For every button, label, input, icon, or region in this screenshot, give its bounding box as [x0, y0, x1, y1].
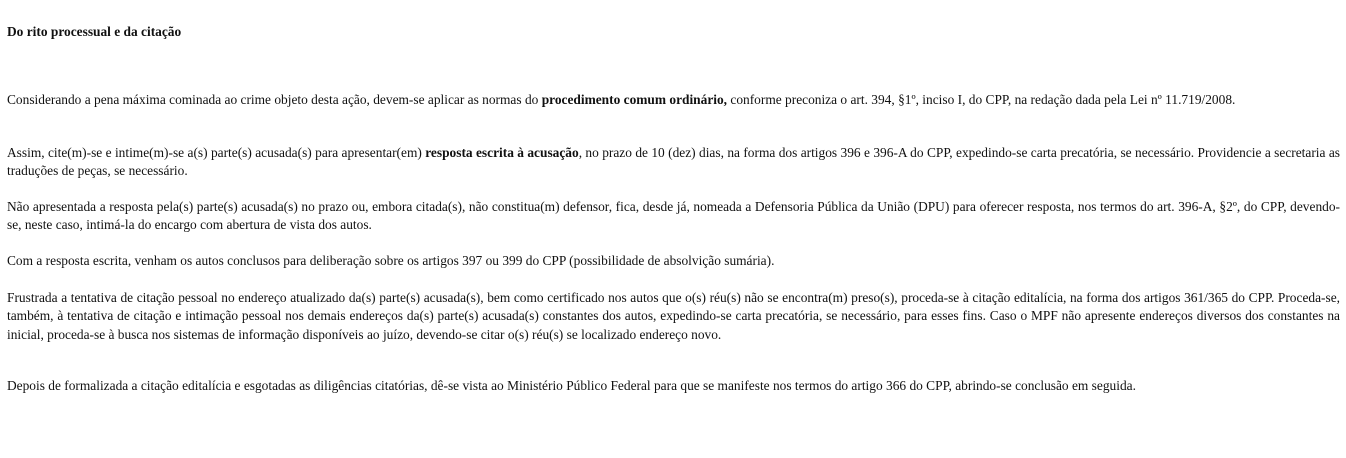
bold-term-procedimento-comum: procedimento comum ordinário, — [541, 92, 728, 107]
paragraph-dpu: Não apresentada a resposta pela(s) parte(s) acusada(s) no prazo ou, embora citada(s), não constitua(m) defensor, fica, desde já, nomeada a Defensoria Pública da União (DPU) para oferecer resposta, nos termos do art. 396-A, §2º, do CPP, devendo-se, neste caso, intimá-la do encargo com abertura de vista dos autos. — [7, 199, 1340, 233]
paragraph-mpf-vista: Depois de formalizada a citação editalícia e esgotadas as diligências citatórias, dê-se vista ao Ministério Público Federal para que se manifeste nos termos do artigo 366 do CPP, abrindo-se conclusão em seguida. — [7, 378, 1136, 393]
paragraph-text: Considerando a pena máxima cominada ao crime objeto desta ação, devem-se aplicar as normas do — [7, 92, 542, 107]
paragraph-text: Assim, cite(m)-se e intime(m)-se a(s) parte(s) acusada(s) para apresentar(em) — [7, 145, 426, 160]
bold-term-resposta-escrita: resposta escrita à acusação — [425, 145, 579, 160]
paragraph-text: , no prazo de 10 (dez) dias, na forma dos artigos 396 e 396-A do CPP, expedindo-se carta precatória, se necessário. Providencie a secretaria as traduções de peças, se necessário. — [7, 145, 1340, 179]
paragraph-edital-citation: Frustrada a tentativa de citação pessoal no endereço atualizado da(s) parte(s) acusada(s), bem como certificado nos autos que o(s) réu(s) não se encontra(m) preso(s), proceda-se à citação editalícia, na forma dos artigos 361/365 do CPP. Proceda-se, também, à tentativa de citação e intimação pessoal nos demais endereços da(s) parte(s) acusada(s) constantes dos autos, expedindo-se carta precatória, se necessário, para esses fins. Caso o MPF não apresente endereços diversos dos constantes na inicial, proceda-se à busca nos sistemas de informação disponíveis ao juízo, devendo-se citar o(s) réu(s) se localizado endereço novo. — [7, 290, 1340, 342]
paragraph-citation — [7, 144, 1340, 181]
paragraph-procedure — [7, 91, 1340, 109]
section-heading: Do rito processual e da citação — [7, 24, 182, 39]
paragraph-written-response: Com a resposta escrita, venham os autos conclusos para deliberação sobre os artigos 397 ou 399 do CPP (possibilidade de absolvição sumária). — [7, 253, 775, 268]
paragraph-text: conforme preconiza o art. 394, §1º, inciso I, do CPP, na redação dada pela Lei nº 11.719/2008. — [727, 92, 1236, 107]
